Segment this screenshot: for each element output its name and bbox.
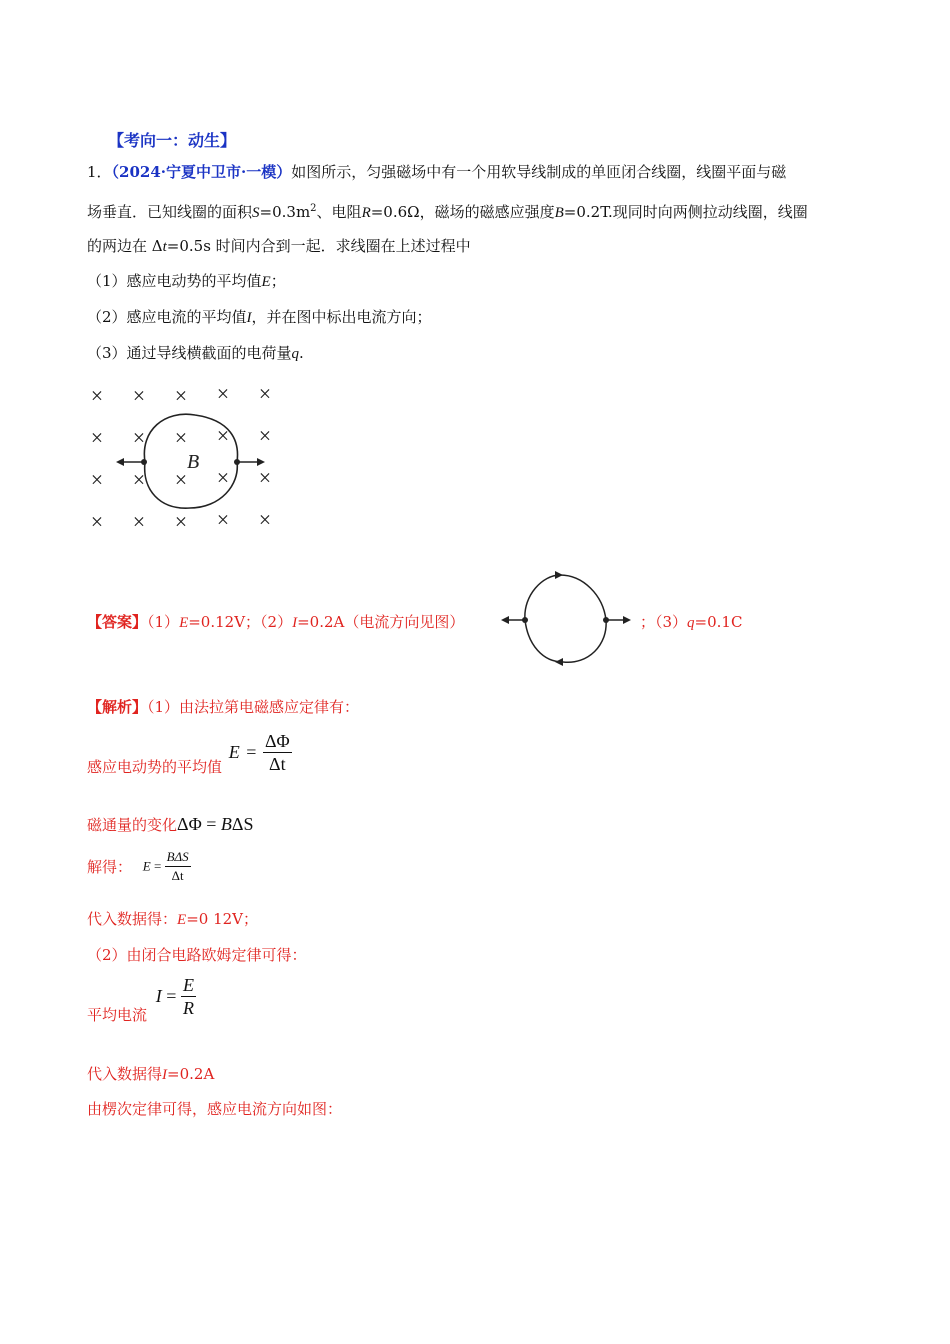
field-cross: × [132,383,146,409]
substitute-1 [87,908,258,931]
arrow-bottom [555,658,563,666]
numerator: BΔS [165,848,191,867]
field-cross: × [258,465,272,491]
question-line-1 [87,161,786,183]
subquestion-2 [87,306,432,329]
field-cross: × [216,507,230,533]
text: 场垂直．已知线圈的面积 [87,203,253,221]
avg-emf-row [87,730,292,777]
text: 解得： [87,858,133,876]
superscript: 2 [310,203,317,214]
field-cross: × [174,467,188,493]
text: =0.12V；（2） [188,613,293,631]
text: 感应电动势的平均值 [87,758,223,776]
text: ； [270,272,286,290]
avg-current-row [87,974,196,1025]
answer-left-arrowhead [501,616,509,624]
flux-formula [177,814,253,834]
answer-label: 【答案】 [87,613,148,631]
text: =0.1C [694,613,743,631]
text: 、电阻 [316,203,362,221]
text: 磁通量的变化 [87,816,178,834]
solve-row [87,848,191,885]
question-line-2 [87,198,808,224]
text: 的两边在 Δ [87,237,163,255]
var-q: q [687,615,695,631]
text: . [299,344,304,362]
field-cross: × [258,423,272,449]
text: =0.2A [167,1065,215,1083]
lenz-law-line: 由楞次定律可得，感应电流方向如图： [87,1100,343,1118]
text: =0.5s 时间内合到一起．求线圈在上述过程中 [166,237,471,255]
text: （2）感应电流的平均值 [87,308,247,326]
var-S: S [252,205,260,221]
var-t: t [162,239,167,255]
formula-E: E [142,858,151,874]
analysis-intro [87,696,359,718]
formula-E: E [228,742,240,762]
field-cross: × [132,467,146,493]
text: B [220,814,232,834]
answer-loop-curve [525,575,606,662]
emf-fraction [263,730,292,775]
substitute-2 [87,1063,214,1086]
var-I: I [246,310,252,326]
question-text-1: 如图所示，匀强磁场中有一个用软导线制成的单匝闭合线圈，线圈平面与磁 [291,163,787,181]
solve-fraction [165,848,191,885]
text: ΔΦ [177,814,202,834]
field-cross: × [90,509,104,535]
formula-I: I [155,986,162,1006]
field-cross: × [258,381,272,407]
text: （1）由法拉第电磁感应定律有： [147,698,360,716]
equals: = [154,858,162,874]
text: 代入数据得： [87,910,178,928]
field-cross: × [258,507,272,533]
field-cross: × [132,509,146,535]
current-fraction [181,974,196,1019]
text: ；（3） [640,613,688,631]
var-E: E [179,615,189,631]
field-cross: × [216,381,230,407]
var-I: I [162,1067,168,1083]
equals: = [246,742,257,762]
numerator: E [182,975,194,995]
text: ，并在图中标出电流方向； [251,308,432,326]
var-E: E [177,912,187,928]
arrow-top [555,571,563,579]
current-direction-figure [498,570,638,670]
flux-change-row [87,812,254,837]
denominator: R [182,998,194,1018]
field-cross: × [216,423,230,449]
question-line-3 [87,235,471,258]
numerator: ΔΦ [264,731,290,751]
field-cross: × [90,467,104,493]
part2-intro: （2）由闭合电路欧姆定律可得： [87,946,307,964]
question-source: （2024·宁夏中卫市·一模） [111,163,292,181]
magnetic-field-figure [80,380,290,540]
question-number: 1． [87,163,112,181]
field-crosses [91,381,271,534]
denominator: Δt [171,868,184,883]
text: 代入数据得 [87,1065,163,1083]
loop-label: B [187,451,200,473]
var-I: I [292,615,298,631]
section-title: 【考向一：动生】 [108,131,237,150]
answer-part3 [640,611,742,634]
text: （1）感应电动势的平均值 [87,272,262,290]
text: （1） [147,613,180,631]
answer-right-arrowhead [623,616,631,624]
field-cross: × [174,509,188,535]
left-arrowhead [116,458,124,466]
answer-line [87,611,464,634]
text: =0 12V； [186,910,258,928]
text: ΔS [231,814,254,834]
subquestion-1 [87,270,286,293]
field-cross: × [216,465,230,491]
subquestion-3 [87,342,304,365]
equals: = [206,814,217,834]
text: =0.2A（电流方向见图） [297,613,465,631]
var-R: R [361,205,371,221]
var-q: q [291,346,300,362]
equals: = [166,986,177,1006]
field-cross: × [90,425,104,451]
field-cross: × [174,383,188,409]
text: =0.3m [259,203,311,221]
text: =0.6Ω，磁场的磁感应强度 [370,203,555,221]
analysis-label: 【解析】 [87,698,148,716]
var-B: B [554,205,564,221]
field-cross: × [174,425,188,451]
denominator: Δt [269,754,286,774]
text: =0.2T.现同时向两侧拉动线圈，线圈 [563,203,808,221]
field-cross: × [90,383,104,409]
field-cross: × [132,425,146,451]
text: 平均电流 [87,1006,148,1024]
text: （3）通过导线横截面的电荷量 [87,344,292,362]
var-E: E [261,274,271,290]
